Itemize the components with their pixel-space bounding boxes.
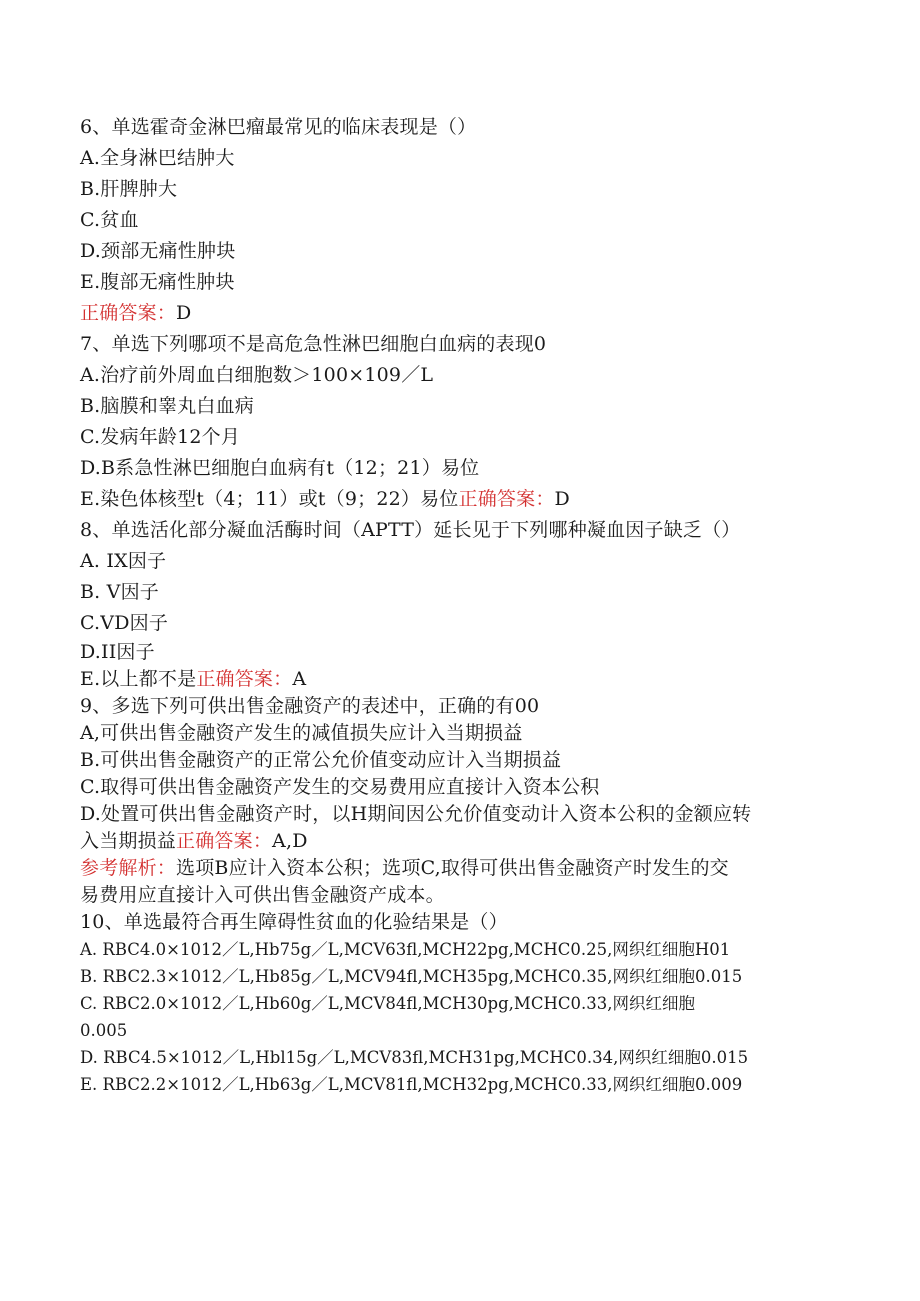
question-6-stem: 6、单选霍奇金淋巴瘤最常见的临床表现是（） <box>80 116 477 138</box>
answer-value: A <box>292 668 307 690</box>
question-9-option-d-continuation: 入当期损益 <box>80 830 177 852</box>
answer-label: 正确答案： <box>458 488 555 510</box>
question-8-stem: 8、单选活化部分凝血活酶时间（APTT）延长见于下列哪种凝血因子缺乏（） <box>80 519 741 541</box>
question-6-option-c: C.贫血 <box>80 209 139 231</box>
question-7-stem: 7、单选下列哪项不是高危急性淋巴细胞白血病的表现0 <box>80 333 547 355</box>
answer-value: D <box>176 302 192 324</box>
question-7-option-e-answer-row <box>80 484 840 515</box>
question-9-option-c: C.取得可供出售金融资产发生的交易费用应直接计入资本公积 <box>80 776 600 798</box>
question-9-analysis-cont: 易费用应直接计入可供出售金融资产成本。 <box>80 884 445 906</box>
answer-label: 正确答案： <box>196 668 293 690</box>
question-8-option-e-answer-row <box>80 666 840 693</box>
question-6-option-b: B.肝脾肿大 <box>80 178 178 200</box>
answer-label: 正确答案： <box>176 830 273 852</box>
question-8-option-b: B. V因子 <box>80 581 159 603</box>
question-9-option-d-cont-answer-row <box>80 828 840 855</box>
question-7-option-e: E.染色体核型t（4；11）或t（9；22）易位 <box>80 488 459 510</box>
question-7-option-c: C.发病年龄12个月 <box>80 426 241 448</box>
question-9-stem: 9、多选下列可供出售金融资产的表述中，正确的有00 <box>80 695 540 717</box>
question-10-stem: 10、单选最符合再生障碍性贫血的化验结果是（） <box>80 911 508 933</box>
question-10-option-d: D. RBC4.5×1012／L,Hbl15g／L,MCV83fl,MCH31pg,MCHC0.34,网织红细胞0.015 <box>80 1048 749 1067</box>
question-8-option-d: D.II因子 <box>80 641 155 663</box>
question-7-option-b: B.脑膜和睾丸白血病 <box>80 395 255 417</box>
analysis-text-1: 选项B应计入资本公积；选项C,取得可供出售金融资产时发生的交 <box>176 857 729 879</box>
question-7-option-a: A.治疗前外周血白细胞数＞100×109／L <box>80 364 434 386</box>
question-7-option-d: D.B系急性淋巴细胞白血病有t（12；21）易位 <box>80 457 480 479</box>
analysis-label: 参考解析： <box>80 857 177 879</box>
question-9-option-b: B.可供出售金融资产的正常公允价值变动应计入当期损益 <box>80 749 562 771</box>
question-9-option-a: A,可供出售金融资产发生的减值损失应计入当期损益 <box>80 722 523 744</box>
question-10-option-c: C. RBC2.0×1012／L,Hb60g／L,MCV84fl,MCH30pg,MCHC0.33,网织红细胞 <box>80 994 695 1013</box>
question-10-option-a: A. RBC4.0×1012／L,Hb75g／L,MCV63fl,MCH22pg,MCHC0.25,网织红细胞H01 <box>80 940 731 959</box>
question-6-option-e: E.腹部无痛性肿块 <box>80 271 235 293</box>
question-10-option-c-continuation: 0.005 <box>80 1021 128 1040</box>
question-6-option-d: D.颈部无痛性肿块 <box>80 240 236 262</box>
question-10-option-e: E. RBC2.2×1012／L,Hb63g／L,MCV81fl,MCH32pg,MCHC0.33,网织红细胞0.009 <box>80 1075 743 1094</box>
question-9-option-d: D.处置可供出售金融资产时，以H期间因公允价值变动计入资本公积的金额应转 <box>80 803 752 825</box>
question-6-answer-row <box>80 298 840 329</box>
question-6-option-a: A.全身淋巴结肿大 <box>80 147 235 169</box>
answer-value: D <box>554 488 570 510</box>
answer-label: 正确答案： <box>80 302 177 324</box>
question-8-option-c: C.VD因子 <box>80 612 169 634</box>
question-9-analysis-row <box>80 855 840 882</box>
answer-value: A,D <box>272 830 308 852</box>
question-10-option-b: B. RBC2.3×1012／L,Hb85g／L,MCV94fl,MCH35pg,MCHC0.35,网织红细胞0.015 <box>80 967 743 986</box>
question-8-option-e: E.以上都不是 <box>80 668 197 690</box>
question-8-option-a: A. IX因子 <box>80 550 167 572</box>
document-page <box>80 112 840 1098</box>
